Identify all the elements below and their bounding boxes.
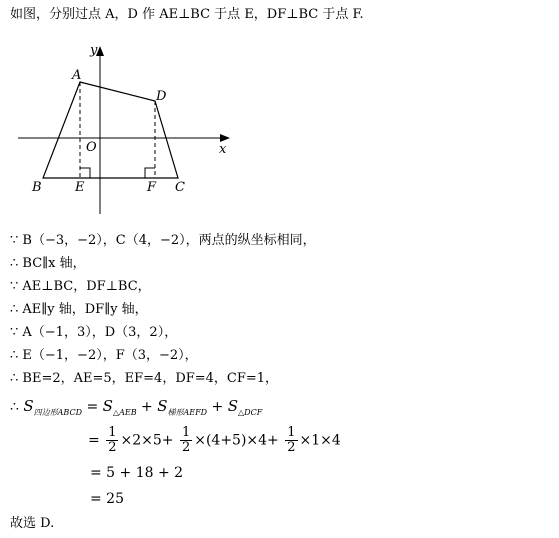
area-equation-line-1	[10, 396, 262, 423]
area-sub-quad: 四边形ABCD	[33, 408, 82, 417]
term-1: ×2×5+	[120, 432, 174, 449]
step-7: ∴ BE=2，AE=5，EF=4，DF=4，CF=1，	[10, 371, 279, 386]
area-sub-dcf: △DCF	[238, 408, 263, 417]
label-c: C	[175, 180, 185, 195]
area-sub-trap: 梯形AEFD	[167, 408, 208, 417]
area-equation-line-3: = 5 + 18 + 2	[90, 465, 184, 481]
line2-eq: =	[88, 432, 100, 449]
term-2: ×(4+5)×4+	[194, 432, 279, 449]
area-s-trap: S	[157, 397, 168, 415]
area-s-aeb: S	[102, 397, 113, 415]
label-x: x	[219, 142, 227, 157]
area-s-quad: S	[23, 397, 34, 415]
area-s-dcf: S	[227, 397, 239, 415]
label-y: y	[90, 43, 98, 58]
term-3: ×1×4	[299, 432, 341, 449]
plus-1: +	[141, 399, 153, 415]
label-d: D	[156, 89, 167, 104]
right-angle-f	[145, 168, 155, 178]
step-4: ∴ AE∥y 轴，DF∥y 轴，	[10, 302, 148, 317]
label-e: E	[75, 180, 85, 195]
coordinate-figure	[18, 38, 258, 218]
x-axis-arrow	[220, 134, 230, 142]
step-6: ∴ E（−1，−2），F（3，−2），	[10, 348, 198, 363]
area-equation-line-2	[88, 426, 341, 455]
label-a: A	[72, 68, 82, 83]
step-1: ∵ B（−3，−2），C（4，−2），两点的纵坐标相同，	[10, 233, 316, 248]
fraction-half-3: $\frac{1}{2}$	[287, 425, 296, 455]
therefore-symbol: ∴	[10, 399, 19, 415]
label-f: F	[147, 180, 157, 195]
label-o: O	[86, 140, 97, 155]
area-eq: =	[86, 399, 99, 415]
fraction-half-2: $\frac{1}{2}$	[181, 425, 191, 455]
area-equation-line-4: = 25	[90, 491, 124, 507]
step-2: ∴ BC∥x 轴，	[10, 256, 86, 271]
fraction-half-1: $\frac{1}{2}$	[108, 425, 117, 455]
plus-2: +	[211, 399, 224, 415]
intro-text: 如图，分别过点 A，D 作 AE⊥BC 于点 E，DF⊥BC 于点 F.	[10, 7, 364, 22]
step-5: ∵ A（−1，3），D（3，2），	[10, 325, 178, 340]
conclusion-text: 故选 D.	[10, 516, 55, 531]
right-angle-e	[80, 168, 90, 178]
area-sub-aeb: △AEB	[112, 408, 137, 417]
step-3: ∵ AE⊥BC，DF⊥BC，	[10, 279, 151, 294]
label-b: B	[32, 180, 42, 195]
